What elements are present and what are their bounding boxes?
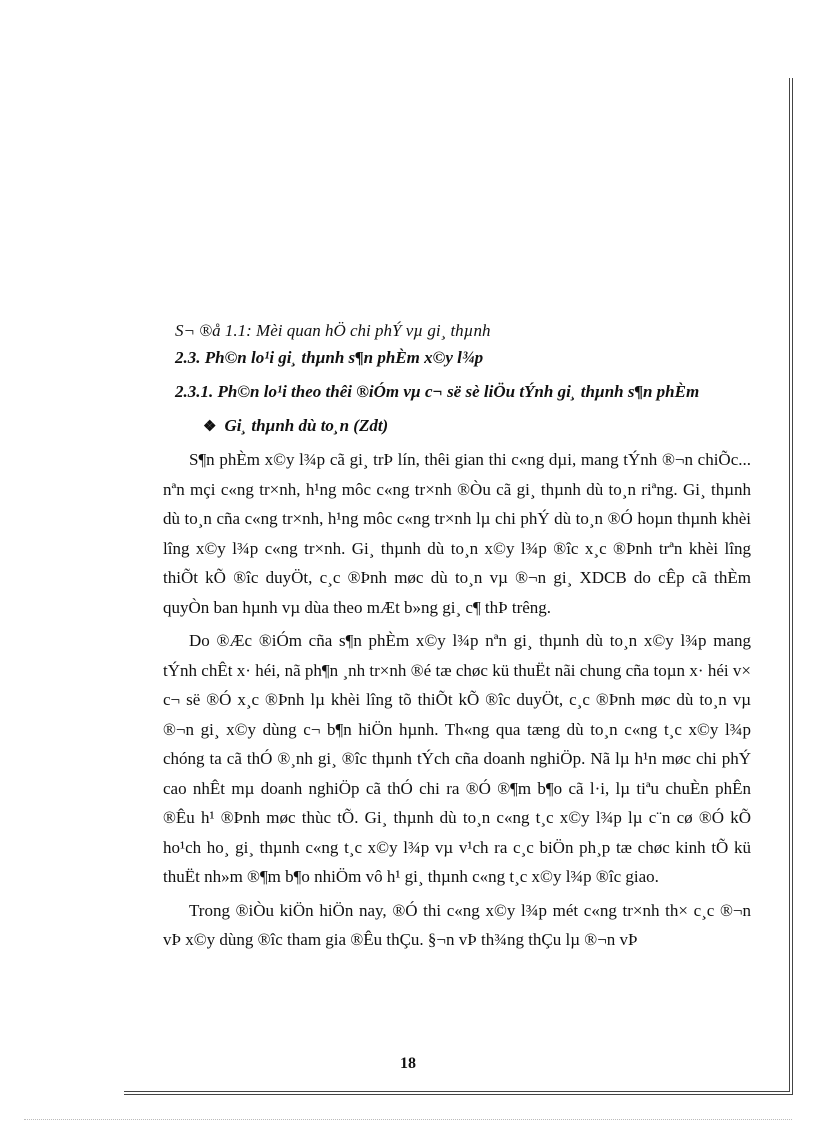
bullet-heading bbox=[203, 412, 751, 441]
section-heading: 2.3. Ph©n lo¹i gi¸ thµnh s¶n phÈm x©y l¾p bbox=[175, 348, 484, 367]
paragraph-1: S¶n phÈm x©y l¾p cã gi¸ trÞ lín, thêi gian thi c«ng dµi, mang tÝnh ®¬n chiÕc... nªn mçi c«ng tr×nh, h¹ng môc c«ng tr×nh ®Òu cã gi¸ thµnh dù to¸n riªng. Gi¸ thµnh dù to¸n cña c«ng tr×nh, h¹ng môc c«ng tr×nh lµ chi phÝ dù to¸n ®Ó hoµn thµnh khèi lîng x©y l¾p c«ng tr×nh. Gi¸ thµnh dù to¸n x©y l¾p ®îc x¸c ®Þnh trªn khèi lîng thiÕt kÕ ®îc duyÖt, c¸c ®Þnh møc dù to¸n vµ ®¬n gi¸ XDCB do cÊp cã thÈm quyÒn ban hµnh vµ dùa theo mÆt b»ng gi¸ c¶ thÞ trêng. bbox=[163, 450, 751, 617]
paragraph-2: Do ®Æc ®iÓm cña s¶n phÈm x©y l¾p nªn gi¸ thµnh dù to¸n x©y l¾p mang tÝnh chÊt x· héi, nã ph¶n ¸nh tr×nh ®é tæ chøc kü thuËt nãi chung cña toµn x· héi v× c¬ së ®Ó x¸c ®Þnh lµ khèi lîng tõ thiÕt kÕ ®îc duyÖt, c¸c ®Þnh møc dù to¸n vµ ®¬n gi¸ x©y dùng c¬ b¶n hiÖn hµnh. Th«ng qua tæng dù to¸n c«ng t¸c x©y l¾p chóng ta cã thÓ ®¸nh gi¸ ®îc thµnh tÝch cña doanh nghiÖp. Nã lµ h¹n møc chi phÝ cao nhÊt mµ doanh nghiÖp cã thÓ chi ra ®Ó ®¶m b¶o cã l·i, lµ tiªu chuÈn phÊn ®Êu h¹ ®Þnh møc thùc tÕ. Gi¸ thµnh dù to¸n c«ng t¸c x©y l¾p lµ c¨n cø ®Ó kÕ ho¹ch ho¸ gi¸ thµnh c«ng t¸c x©y l¾p vµ v¹ch ra c¸c biÖn ph¸p tæ chøc kinh tÕ kü thuËt nh»m ®¶m b¶o nhiÖm vô h¹ gi¸ thµnh c«ng t¸c x©y l¾p ®îc giao. bbox=[163, 631, 751, 886]
diamond-bullet-icon: ❖ bbox=[203, 419, 217, 435]
bottom-dotted-rule bbox=[24, 1119, 792, 1120]
subsection-heading: 2.3.1. Ph©n lo¹i theo thêi ®iÓm vµ c¬ së sè liÖu tÝnh gi¸ thµnh s¶n phÈm bbox=[175, 382, 700, 401]
document-body bbox=[163, 318, 751, 955]
figure-caption: S¬ ®å 1.1: Mèi quan hÖ chi phÝ vµ gi¸ thµnh bbox=[175, 321, 491, 340]
page-number: 18 bbox=[400, 1055, 416, 1072]
bullet-heading-text: Gi¸ thµnh dù to¸n (Zdt) bbox=[224, 416, 389, 435]
paragraph-3: Trong ®iÒu kiÖn hiÖn nay, ®Ó thi c«ng x©y l¾p mét c«ng tr×nh th× c¸c ®¬n vÞ x©y dùng ®îc tham gia ®Êu thÇu. §¬n vÞ th¾ng thÇu lµ ®¬n vÞ bbox=[163, 900, 751, 949]
